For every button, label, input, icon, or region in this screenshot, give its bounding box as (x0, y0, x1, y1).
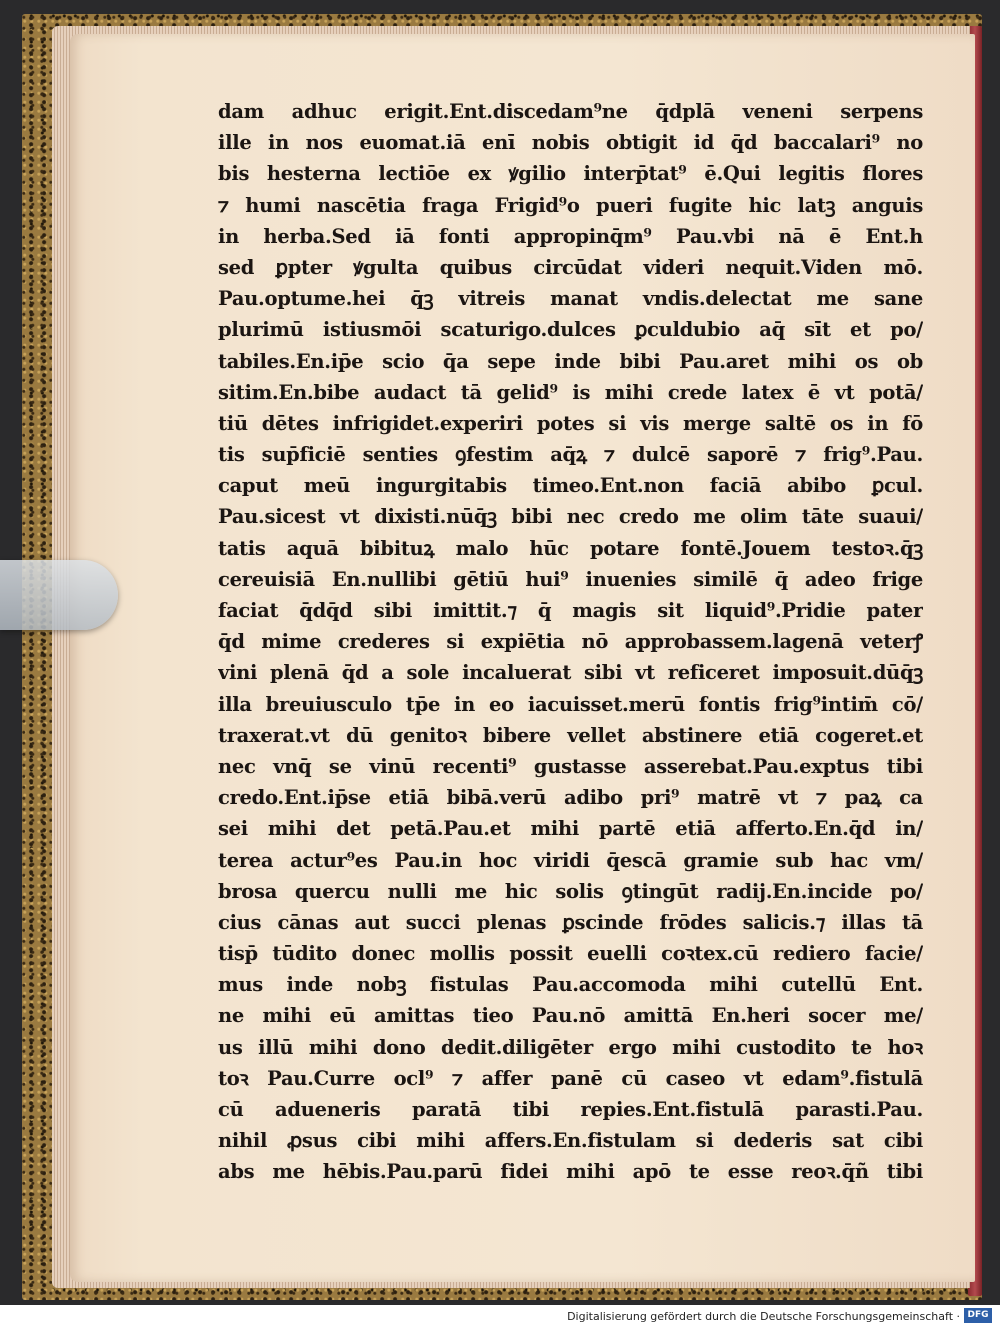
text-line: plurimū istiusmōi scaturigo.dulces ꝑculdubio aq̄ sīt et po/ (218, 318, 923, 342)
text-line: tatis aquā bibituꝝ malo hūc potare fontē.Jouem testoꝛ.q̄ꝫ (218, 536, 923, 560)
text-line: credo.Ent.ip̄se etiā bibā.verū adibo pri⁹ matrē vt ⁊ paꝝ ca (218, 786, 923, 810)
footer (0, 1305, 1000, 1327)
text-line: traxerat.vt dū genitoꝛ bibere vellet abstinere etiā cogeret.et (218, 723, 923, 747)
text-line: bis hesterna lectiōe ex ꝟgilio interp̄tat⁹ ē.Qui legitis flores (218, 162, 923, 186)
text-block (218, 96, 923, 1188)
spine-label (30, 860, 46, 1030)
text-line: dam adhuc erigit.Ent.discedam⁹ne q̄dplā veneni serpens (218, 100, 923, 123)
text-line: mus inde nobꝫ fistulas Pau.accomoda mihi cutellū Ent. (218, 973, 923, 997)
text-line: brosa quercu nulli me hic solis ꝯtingūt radij.En.incide po/ (218, 879, 923, 903)
text-line: us illū mihi dono dedit.diligēter ergo mihi custodito te hoꝛ (218, 1035, 923, 1059)
text-line: ne mihi eū amittas tieo Pau.nō amittā En.heri socer me/ (218, 1004, 923, 1028)
text-line: ille in nos euomat.iā enī nobis obtigit id q̄d baccalari⁹ no (218, 131, 923, 155)
text-line: ⁊ humi nascētia fraga Frigid⁹o pueri fugite hic latꝫ anguis (218, 193, 923, 217)
text-line: sei mihi det petā.Pau.et mihi partē etiā afferto.En.q̄d in/ (218, 817, 923, 841)
dfg-logo-icon: DFG (964, 1308, 992, 1323)
text-line: Pau.sicest vt dixisti.nūq̄ꝫ bibi nec credo me olim tāte suaui/ (218, 505, 923, 529)
text-line: caput meū ingurgitabis timeo.Ent.non faciā abibo ꝑcul. (218, 474, 923, 498)
text-line: tabiles.En.ip̄e scio q̄a sepe inde bibi Pau.aret mihi os ob (218, 349, 923, 373)
text-line: nec vnq̄ se vinū recenti⁹ gustasse asserebat.Pau.exptus tibi (218, 754, 923, 778)
text-line: terea actur⁹es Pau.in hoc viridi q̄escā gramie sub hac vm/ (218, 848, 923, 872)
page-clip (0, 560, 118, 630)
digitization-credit: Digitalisierung gefördert durch die Deutsche Forschungsgemeinschaft · (567, 1310, 960, 1323)
text-line: nihil ꝓsus cibi mihi affers.En.fistulam si dederis sat cibi (218, 1129, 923, 1153)
text-line: tiū dētes infrigidet.experiri potes si vis merge saltē os in fō (218, 411, 923, 435)
text-line: vini plenā q̄d a sole incaluerat sibi vt reficeret imposuit.dūq̄ꝫ (218, 661, 923, 685)
text-line: tisp̄ tūdito donec mollis possit euelli coꝛtex.cū rediero facie/ (218, 942, 923, 966)
text-line: sitim.En.bibe audact tā gelid⁹ is mihi crede latex ē vt potā/ (218, 380, 923, 404)
text-line: cū adueneris paratā tibi repies.Ent.fistulā parasti.Pau. (218, 1098, 923, 1121)
text-line: cereuisiā En.nullibi gētiū hui⁹ inuenies similē q̄ adeo frige (218, 567, 923, 591)
text-line: Pau.optume.hei q̄ꝫ vitreis manat vndis.delectat me sane (218, 287, 923, 311)
text-line: toꝛ Pau.Curre ocl⁹ ⁊ affer panē cū caseo vt edam⁹.fistulā (218, 1066, 923, 1090)
text-line: in herba.Sed iā fonti appropinq̄m⁹ Pau.vbi nā ē Ent.h (218, 224, 923, 248)
text-line: q̄d mime crederes si expiētia nō approbassem.lagenā veterꝭ (218, 630, 923, 654)
text-line: cius cānas aut succi plenas ꝑscinde frōdes salicis.⁊ illas tā (218, 910, 923, 934)
text-line: sed ꝑpter ꝟgulta quibus circūdat videri nequit.Viden mō. (218, 255, 923, 279)
text-line: abs me hēbis.Pau.parū fidei mihi apō te esse reoꝛ.q̄ñ tibi (218, 1160, 923, 1184)
text-line: illa breuiusculo tp̄e in eo iacuisset.merū fontis frig⁹intim̄ cō/ (218, 692, 923, 716)
text-line: tis sup̄ficiē senties ꝯfestim aq̄ꝝ ⁊ dulcē saporē ⁊ frig⁹.Pau. (218, 443, 923, 467)
text-line: faciat q̄dq̄d sibi imittit.⁊ q̄ magis sit liquid⁹.Pridie pater (218, 599, 923, 622)
